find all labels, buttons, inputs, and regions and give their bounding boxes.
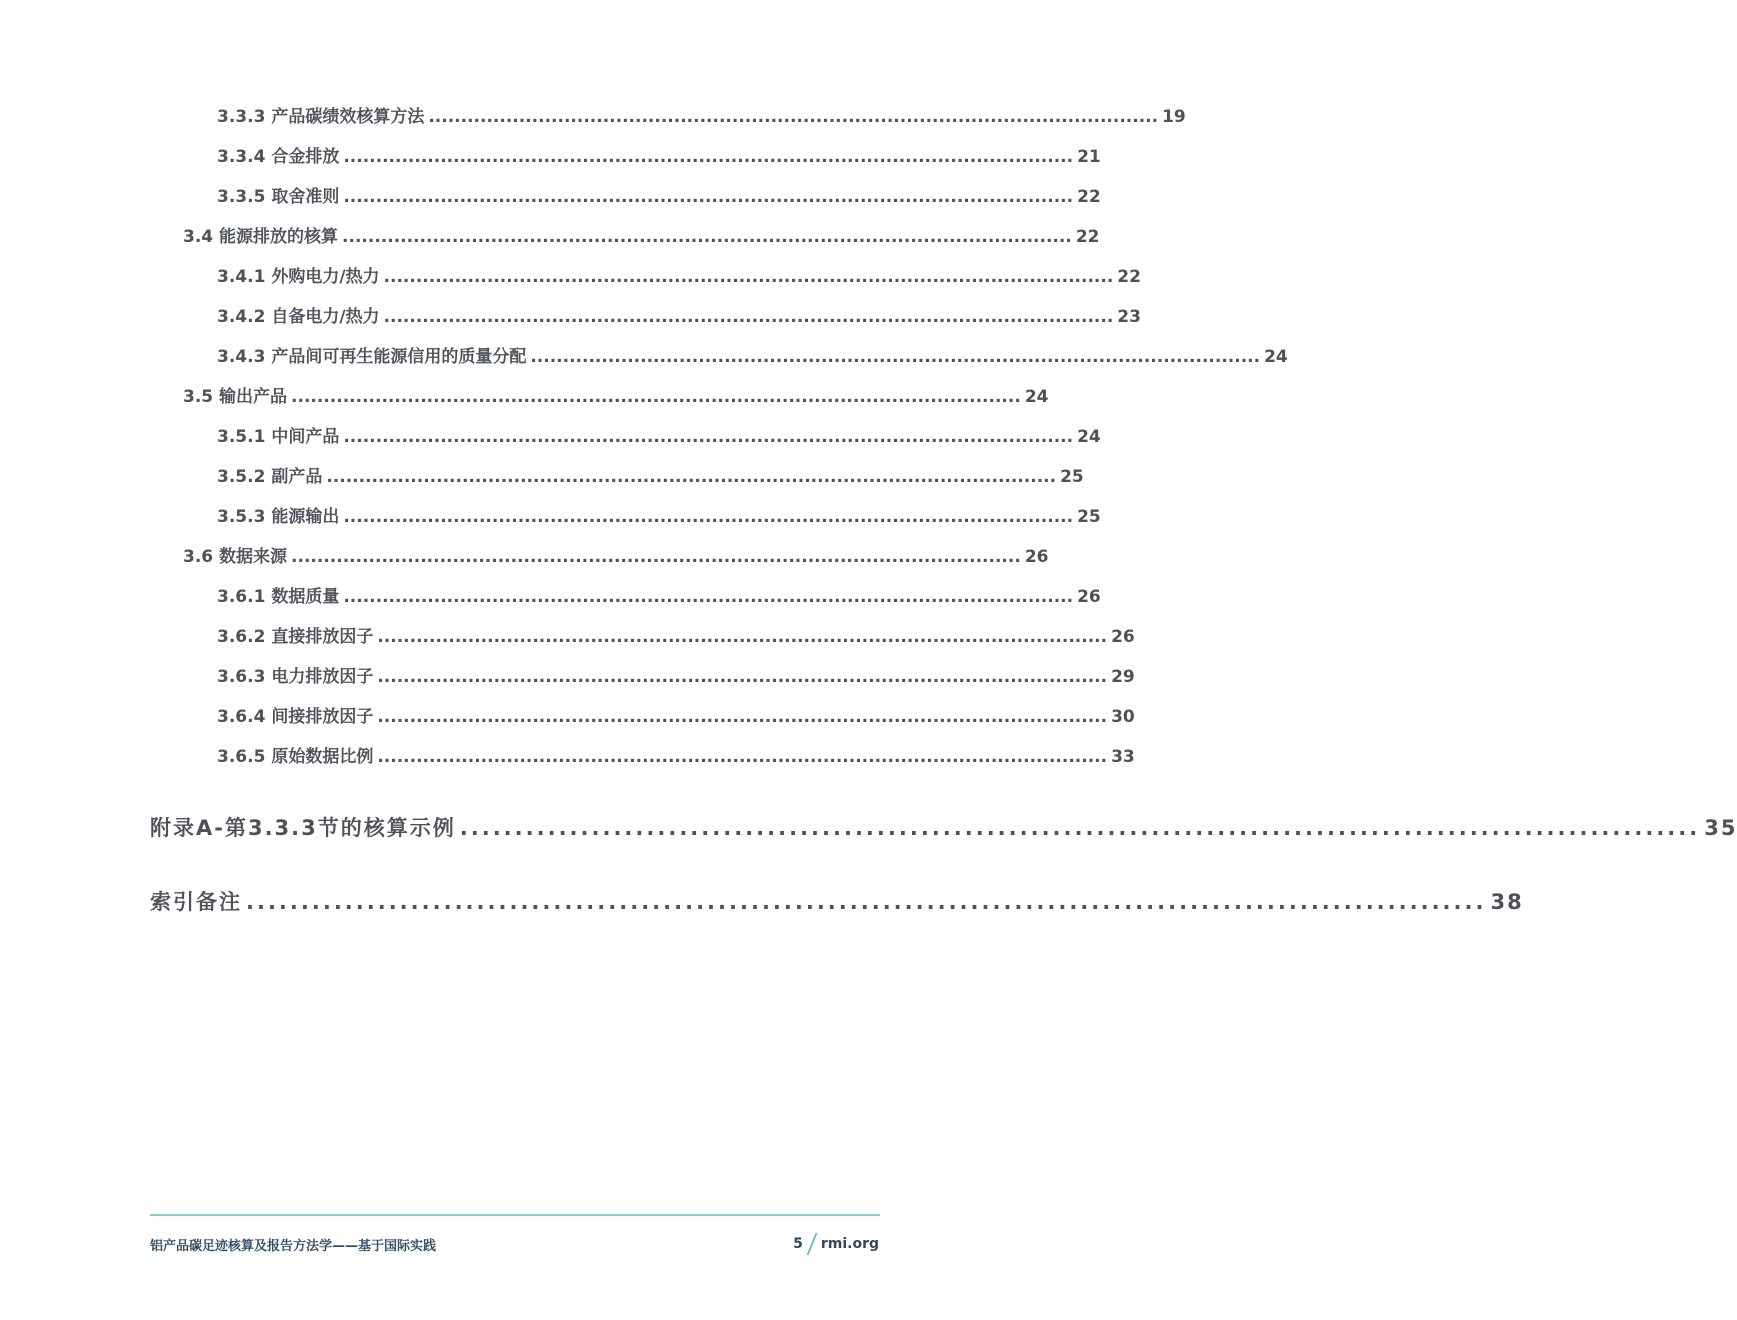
- toc-entry-label: 3.4.2 自备电力/热力: [217, 307, 380, 327]
- dot-leader: .................................................................................................................: [291, 387, 1021, 407]
- dot-leader: .................................................................................................................: [530, 347, 1261, 367]
- toc-entry-page: 25: [1077, 507, 1101, 527]
- dot-leader: .................................................................................................................: [343, 147, 1074, 167]
- toc-entry[interactable]: [217, 702, 1135, 727]
- toc-entry-page: 24: [1264, 347, 1288, 367]
- toc-entry-label: 3.3.3 产品碳绩效核算方法: [217, 107, 425, 127]
- toc-entry-page: 29: [1111, 667, 1135, 687]
- toc-entry-page: 26: [1111, 627, 1135, 647]
- toc-entry-page: 22: [1117, 267, 1141, 287]
- toc-entry[interactable]: [217, 102, 1186, 127]
- dot-leader: .................................................................................................................: [377, 627, 1108, 647]
- dot-leader: .................................................................................................................: [343, 507, 1074, 527]
- site-link[interactable]: rmi.org: [820, 1236, 879, 1252]
- footer-document-title: 铝产品碳足迹核算及报告方法学——基于国际实践: [150, 1239, 437, 1254]
- dot-leader: .................................................................................................................: [377, 707, 1108, 727]
- toc-entry-page: 33: [1111, 747, 1135, 767]
- toc-entry[interactable]: [217, 342, 1288, 367]
- toc-entry-label: 附录A-第3.3.3节的核算示例: [150, 816, 456, 840]
- toc-entry-page: 35: [1704, 816, 1737, 840]
- toc-entry[interactable]: [217, 622, 1135, 647]
- toc-entry-page: 26: [1024, 547, 1049, 567]
- toc-entry-label: 3.4 能源排放的核算: [183, 227, 339, 247]
- dot-leader: .................................................................................................................: [459, 816, 1701, 840]
- toc-entry-appendix[interactable]: [150, 812, 1737, 842]
- toc-entry-label: 3.4.1 外购电力/热力: [217, 267, 380, 287]
- dot-leader: .................................................................................................................: [246, 890, 1487, 914]
- toc-entry-page: 38: [1490, 890, 1524, 914]
- toc-entry[interactable]: [217, 142, 1101, 167]
- dot-leader: .................................................................................................................: [342, 227, 1072, 247]
- toc-entry-page: 22: [1075, 227, 1100, 247]
- toc-entry-label: 3.6.3 电力排放因子: [217, 667, 374, 687]
- toc-entry-page: 30: [1111, 707, 1135, 727]
- toc-entry-page: 21: [1077, 147, 1101, 167]
- toc-entry-page: 23: [1117, 307, 1141, 327]
- toc-entry[interactable]: [217, 502, 1101, 527]
- toc-entry-label: 3.5.3 能源输出: [217, 507, 340, 527]
- dot-leader: .................................................................................................................: [377, 667, 1108, 687]
- toc-entry-label: 3.6.1 数据质量: [217, 587, 340, 607]
- toc-entry-page: 22: [1077, 187, 1101, 207]
- toc-entry[interactable]: [217, 302, 1141, 327]
- toc-entry[interactable]: [217, 422, 1101, 447]
- toc-entry-label: 3.5.2 副产品: [217, 467, 323, 487]
- dot-leader: .................................................................................................................: [343, 187, 1074, 207]
- toc-entry-label: 索引备注: [150, 890, 242, 914]
- toc-entry-page: 19: [1162, 107, 1186, 127]
- toc-entry-label: 3.6 数据来源: [183, 547, 288, 567]
- dot-leader: .................................................................................................................: [291, 547, 1021, 567]
- dot-leader: .................................................................................................................: [377, 747, 1108, 767]
- toc-entry-label: 3.6.5 原始数据比例: [217, 747, 374, 767]
- toc-entry-label: 3.6.4 间接排放因子: [217, 707, 374, 727]
- toc-entry-notes[interactable]: [150, 886, 1524, 916]
- dot-leader: .................................................................................................................: [343, 427, 1074, 447]
- toc-entry-label: 3.5 输出产品: [183, 387, 288, 407]
- page-number: 5: [793, 1236, 803, 1252]
- dot-leader: .................................................................................................................: [326, 467, 1057, 487]
- toc-entry[interactable]: [183, 382, 1049, 407]
- toc-entry-label: 3.6.2 直接排放因子: [217, 627, 374, 647]
- dot-leader: .................................................................................................................: [428, 107, 1159, 127]
- footer-divider: [150, 1214, 880, 1216]
- toc-entry-label: 3.5.1 中间产品: [217, 427, 340, 447]
- toc-entry-label: 3.3.4 合金排放: [217, 147, 340, 167]
- toc-entry[interactable]: [217, 662, 1135, 687]
- slash-divider-icon: [806, 1233, 817, 1255]
- toc-entry-page: 24: [1077, 427, 1101, 447]
- dot-leader: .................................................................................................................: [383, 267, 1114, 287]
- toc-entry[interactable]: [217, 582, 1101, 607]
- toc-entry-page: 24: [1024, 387, 1049, 407]
- toc-entry-page: 25: [1060, 467, 1084, 487]
- toc-entry[interactable]: [183, 542, 1049, 567]
- dot-leader: .................................................................................................................: [343, 587, 1074, 607]
- toc-entry-page: 26: [1077, 587, 1101, 607]
- toc-entry-label: 3.4.3 产品间可再生能源信用的质量分配: [217, 347, 527, 367]
- footer-page-info: [793, 1233, 879, 1255]
- toc-entry[interactable]: [217, 182, 1101, 207]
- dot-leader: .................................................................................................................: [383, 307, 1114, 327]
- toc-entry-label: 3.3.5 取舍准则: [217, 187, 340, 207]
- toc-entry[interactable]: [183, 222, 1100, 247]
- toc-entry[interactable]: [217, 262, 1141, 287]
- toc-entry[interactable]: [217, 742, 1135, 767]
- toc-entry[interactable]: [217, 462, 1084, 487]
